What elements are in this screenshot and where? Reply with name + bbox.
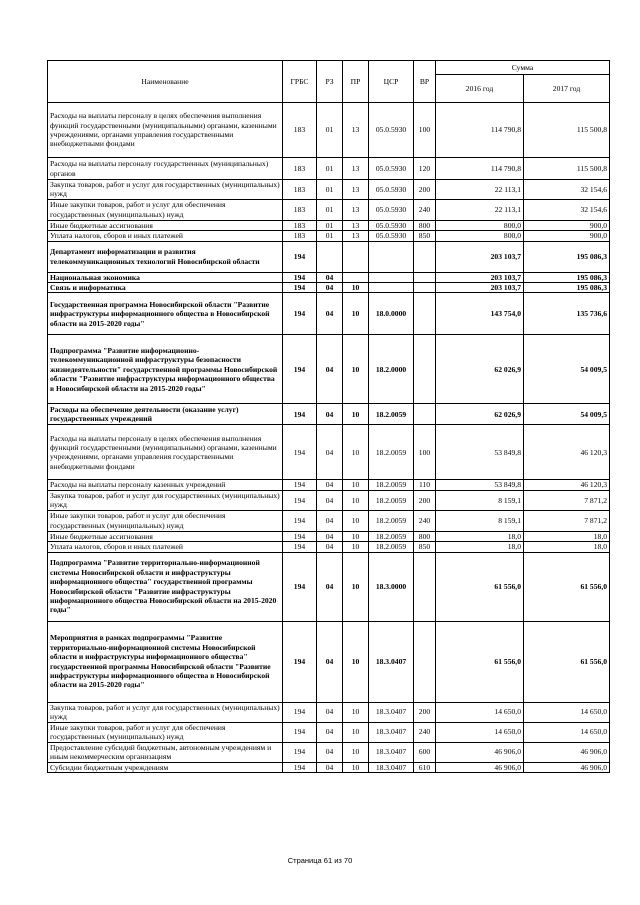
cell-vr: 850 (414, 542, 436, 552)
cell-sum-2017: 900,0 (524, 220, 610, 230)
cell-sum-2016: 62 026,9 (436, 404, 524, 425)
table-row (48, 103, 610, 158)
cell-rz: 04 (317, 335, 343, 404)
cell-name: Мероприятия в рамках подпрограммы "Развитие территориально-информационной системы Новосибирской области и инфраструктуры информационного общества" государственной программы Новосибирской области "Развитие инфраструктуры информационного общества в Новосибирской области на 2015-2020 годы" (48, 621, 283, 702)
cell-grbs: 183 (283, 199, 317, 220)
cell-vr (414, 335, 436, 404)
cell-rz: 01 (317, 231, 343, 241)
cell-name: Закупка товаров, работ и услуг для государственных (муниципальных) нужд (48, 180, 283, 200)
cell-grbs: 183 (283, 231, 317, 241)
cell-csr: 05.0.5930 (369, 103, 414, 158)
table-row (48, 335, 610, 404)
cell-grbs: 183 (283, 158, 317, 180)
cell-sum-2017: 46 120,3 (524, 480, 610, 490)
cell-csr (369, 241, 414, 272)
cell-vr: 200 (414, 490, 436, 510)
table-row (48, 272, 610, 282)
cell-csr: 18.2.0059 (369, 480, 414, 490)
cell-name: Департамент информатизации и развития телекоммуникационных технологий Новосибирской области (48, 241, 283, 272)
table-row (48, 158, 610, 180)
cell-name: Субсидии бюджетным учреждениям (48, 762, 283, 772)
cell-name: Уплата налогов, сборов и иных платежей (48, 542, 283, 552)
cell-sum-2017: 14 650,0 (524, 722, 610, 742)
cell-rz: 04 (317, 272, 343, 282)
cell-vr (414, 552, 436, 621)
cell-pr: 10 (343, 762, 369, 772)
cell-grbs: 194 (283, 702, 317, 722)
cell-name: Закупка товаров, работ и услуг для государственных (муниципальных) нужд (48, 702, 283, 722)
cell-vr (414, 272, 436, 282)
cell-grbs: 194 (283, 722, 317, 742)
cell-pr: 10 (343, 490, 369, 510)
cell-grbs: 194 (283, 552, 317, 621)
cell-grbs: 194 (283, 762, 317, 772)
table-row (48, 762, 610, 772)
cell-name: Расходы на выплаты персоналу казенных учреждений (48, 480, 283, 490)
cell-rz: 01 (317, 199, 343, 220)
cell-grbs: 194 (283, 531, 317, 541)
cell-sum-2017: 900,0 (524, 231, 610, 241)
cell-vr (414, 283, 436, 293)
table-row (48, 490, 610, 510)
table-row (48, 241, 610, 272)
cell-sum-2017: 46 906,0 (524, 762, 610, 772)
cell-csr: 18.3.0407 (369, 762, 414, 772)
table-row (48, 621, 610, 702)
cell-sum-2016: 53 849,8 (436, 480, 524, 490)
cell-grbs: 183 (283, 220, 317, 230)
cell-pr: 10 (343, 722, 369, 742)
cell-vr (414, 621, 436, 702)
cell-sum-2016: 14 650,0 (436, 702, 524, 722)
cell-vr (414, 404, 436, 425)
cell-pr (343, 272, 369, 282)
cell-name: Государственная программа Новосибирской области "Развитие инфраструктуры информационного общества в Новосибирской области на 2015-2020 годы" (48, 293, 283, 335)
cell-name: Предоставление субсидий бюджетным, автономным учреждениям и иным некоммерческим организациям (48, 742, 283, 762)
cell-pr: 10 (343, 425, 369, 480)
cell-rz: 04 (317, 762, 343, 772)
table-row (48, 220, 610, 230)
cell-csr: 18.0.0000 (369, 293, 414, 335)
cell-csr: 18.2.0059 (369, 490, 414, 510)
cell-sum-2016: 22 113,1 (436, 199, 524, 220)
cell-grbs: 194 (283, 293, 317, 335)
cell-pr (343, 241, 369, 272)
cell-sum-2017: 18,0 (524, 542, 610, 552)
cell-pr: 10 (343, 621, 369, 702)
cell-sum-2017: 61 556,0 (524, 552, 610, 621)
cell-grbs: 194 (283, 542, 317, 552)
col-header-rz: РЗ (317, 61, 343, 103)
cell-csr: 18.3.0000 (369, 552, 414, 621)
cell-sum-2016: 203 103,7 (436, 272, 524, 282)
cell-csr: 05.0.5930 (369, 220, 414, 230)
cell-csr: 05.0.5930 (369, 158, 414, 180)
cell-pr: 13 (343, 231, 369, 241)
cell-name: Иные бюджетные ассигнования (48, 220, 283, 230)
cell-sum-2016: 53 849,8 (436, 425, 524, 480)
cell-sum-2016: 114 790,8 (436, 158, 524, 180)
cell-csr: 05.0.5930 (369, 231, 414, 241)
cell-sum-2016: 22 113,1 (436, 180, 524, 200)
cell-csr: 18.3.0407 (369, 742, 414, 762)
cell-sum-2016: 114 790,8 (436, 103, 524, 158)
cell-vr: 200 (414, 702, 436, 722)
cell-sum-2016: 8 159,1 (436, 510, 524, 531)
cell-vr: 850 (414, 231, 436, 241)
cell-sum-2017: 54 009,5 (524, 404, 610, 425)
col-header-sum: Сумма (436, 61, 610, 75)
cell-name: Иные закупки товаров, работ и услуг для обеспечения государственных (муниципальных) нужд (48, 722, 283, 742)
cell-grbs: 194 (283, 283, 317, 293)
cell-rz: 04 (317, 404, 343, 425)
cell-sum-2017: 61 556,0 (524, 621, 610, 702)
col-header-csr: ЦСР (369, 61, 414, 103)
budget-table-sheet (47, 60, 609, 773)
table-row (48, 742, 610, 762)
cell-rz: 01 (317, 180, 343, 200)
cell-name: Расходы на обеспечение деятельности (оказание услуг) государственных учреждений (48, 404, 283, 425)
cell-vr: 240 (414, 199, 436, 220)
cell-rz: 04 (317, 490, 343, 510)
cell-grbs: 194 (283, 272, 317, 282)
cell-sum-2016: 143 754,0 (436, 293, 524, 335)
cell-pr: 10 (343, 283, 369, 293)
table-row (48, 552, 610, 621)
cell-csr: 18.3.0407 (369, 621, 414, 702)
cell-name: Связь и информатика (48, 283, 283, 293)
cell-name: Расходы на выплаты персоналу в целях обеспечения выполнения функций государственными (муниципальными) органами, казенными учреждениями, органами управления государственными внебюджетными фондами (48, 425, 283, 480)
cell-vr: 240 (414, 510, 436, 531)
cell-sum-2017: 54 009,5 (524, 335, 610, 404)
cell-rz: 01 (317, 158, 343, 180)
cell-pr: 13 (343, 220, 369, 230)
cell-grbs: 194 (283, 425, 317, 480)
cell-vr (414, 241, 436, 272)
cell-sum-2017: 46 906,0 (524, 742, 610, 762)
cell-name: Иные закупки товаров, работ и услуг для обеспечения государственных (муниципальных) нужд (48, 199, 283, 220)
table-row (48, 199, 610, 220)
cell-pr: 10 (343, 335, 369, 404)
cell-rz: 04 (317, 531, 343, 541)
cell-name: Уплата налогов, сборов и иных платежей (48, 231, 283, 241)
cell-pr: 10 (343, 293, 369, 335)
cell-sum-2016: 800,0 (436, 231, 524, 241)
cell-sum-2017: 135 736,6 (524, 293, 610, 335)
cell-pr: 10 (343, 510, 369, 531)
cell-name: Подпрограмма "Развитие территориально-информационной системы Новосибирской области и инфраструктуры информационного общества" государственной программы Новосибирской области "Развитие инфраструктуры информационного общества Новосибирской области на 2015-2020 годы" (48, 552, 283, 621)
cell-csr: 18.2.0000 (369, 335, 414, 404)
cell-vr: 100 (414, 425, 436, 480)
cell-csr: 18.3.0407 (369, 722, 414, 742)
cell-vr: 100 (414, 103, 436, 158)
cell-rz: 04 (317, 552, 343, 621)
table-row (48, 231, 610, 241)
cell-rz: 04 (317, 425, 343, 480)
cell-csr: 18.2.0059 (369, 404, 414, 425)
cell-rz: 04 (317, 621, 343, 702)
cell-pr: 10 (343, 552, 369, 621)
table-row (48, 283, 610, 293)
cell-csr: 05.0.5930 (369, 199, 414, 220)
cell-grbs: 194 (283, 742, 317, 762)
cell-grbs: 194 (283, 335, 317, 404)
cell-pr: 10 (343, 404, 369, 425)
cell-sum-2016: 61 556,0 (436, 552, 524, 621)
cell-vr (414, 293, 436, 335)
cell-rz: 04 (317, 510, 343, 531)
cell-grbs: 194 (283, 510, 317, 531)
table-row (48, 404, 610, 425)
cell-rz: 04 (317, 542, 343, 552)
cell-grbs: 194 (283, 241, 317, 272)
cell-sum-2016: 18,0 (436, 542, 524, 552)
cell-rz (317, 241, 343, 272)
col-header-2016: 2016 год (436, 75, 524, 103)
cell-rz: 04 (317, 480, 343, 490)
cell-rz: 01 (317, 220, 343, 230)
cell-vr: 600 (414, 742, 436, 762)
cell-sum-2017: 7 871,2 (524, 490, 610, 510)
cell-csr: 18.2.0059 (369, 425, 414, 480)
cell-vr: 110 (414, 480, 436, 490)
cell-sum-2017: 195 086,3 (524, 241, 610, 272)
cell-name: Национальная экономика (48, 272, 283, 282)
cell-sum-2016: 8 159,1 (436, 490, 524, 510)
cell-rz: 04 (317, 722, 343, 742)
cell-sum-2016: 14 650,0 (436, 722, 524, 742)
cell-sum-2017: 195 086,3 (524, 283, 610, 293)
cell-csr (369, 283, 414, 293)
cell-vr: 120 (414, 158, 436, 180)
cell-csr: 05.0.5930 (369, 180, 414, 200)
cell-vr: 610 (414, 762, 436, 772)
cell-sum-2017: 14 650,0 (524, 702, 610, 722)
cell-vr: 200 (414, 180, 436, 200)
cell-vr: 800 (414, 531, 436, 541)
cell-vr: 800 (414, 220, 436, 230)
cell-sum-2016: 18,0 (436, 531, 524, 541)
cell-grbs: 194 (283, 480, 317, 490)
budget-table (47, 60, 610, 773)
cell-csr: 18.2.0059 (369, 542, 414, 552)
cell-sum-2017: 32 154,6 (524, 199, 610, 220)
col-header-name: Наименование (48, 61, 283, 103)
cell-sum-2016: 46 906,0 (436, 762, 524, 772)
cell-pr: 10 (343, 542, 369, 552)
table-row (48, 293, 610, 335)
cell-grbs: 194 (283, 490, 317, 510)
cell-pr: 13 (343, 199, 369, 220)
table-row (48, 480, 610, 490)
table-row (48, 531, 610, 541)
col-header-vr: ВР (414, 61, 436, 103)
cell-vr: 240 (414, 722, 436, 742)
cell-rz: 04 (317, 293, 343, 335)
cell-sum-2017: 115 500,8 (524, 103, 610, 158)
table-row (48, 510, 610, 531)
cell-name: Расходы на выплаты персоналу государственных (муниципальных) органов (48, 158, 283, 180)
table-row (48, 542, 610, 552)
cell-csr (369, 272, 414, 282)
cell-sum-2016: 61 556,0 (436, 621, 524, 702)
table-body (48, 103, 610, 773)
page-footer: Страница 61 из 70 (287, 856, 353, 865)
cell-sum-2017: 7 871,2 (524, 510, 610, 531)
cell-pr: 10 (343, 702, 369, 722)
cell-sum-2017: 18,0 (524, 531, 610, 541)
cell-name: Подпрограмма "Развитие информационно-телекоммуникационной инфраструктуры безопасности жизнедеятельности" государственной программы Новосибирской области "Развитие инфраструктуры информационного общества в Новосибирской области на 2015-2020 годы" (48, 335, 283, 404)
table-row (48, 180, 610, 200)
cell-name: Иные бюджетные ассигнования (48, 531, 283, 541)
cell-sum-2016: 203 103,7 (436, 241, 524, 272)
cell-rz: 04 (317, 283, 343, 293)
cell-pr: 13 (343, 158, 369, 180)
cell-csr: 18.2.0059 (369, 531, 414, 541)
cell-sum-2017: 115 500,8 (524, 158, 610, 180)
table-row (48, 722, 610, 742)
cell-csr: 18.3.0407 (369, 702, 414, 722)
cell-pr: 13 (343, 103, 369, 158)
cell-grbs: 183 (283, 103, 317, 158)
cell-grbs: 183 (283, 180, 317, 200)
cell-sum-2017: 195 086,3 (524, 272, 610, 282)
cell-name: Иные закупки товаров, работ и услуг для обеспечения государственных (муниципальных) нужд (48, 510, 283, 531)
cell-sum-2016: 800,0 (436, 220, 524, 230)
col-header-2017: 2017 год (524, 75, 610, 103)
col-header-pr: ПР (343, 61, 369, 103)
cell-name: Закупка товаров, работ и услуг для государственных (муниципальных) нужд (48, 490, 283, 510)
cell-sum-2017: 46 120,3 (524, 425, 610, 480)
cell-pr: 10 (343, 480, 369, 490)
cell-pr: 10 (343, 742, 369, 762)
cell-sum-2016: 62 026,9 (436, 335, 524, 404)
table-row (48, 702, 610, 722)
cell-rz: 04 (317, 702, 343, 722)
cell-grbs: 194 (283, 621, 317, 702)
cell-grbs: 194 (283, 404, 317, 425)
cell-sum-2016: 46 906,0 (436, 742, 524, 762)
cell-sum-2017: 32 154,6 (524, 180, 610, 200)
col-header-grbs: ГРБС (283, 61, 317, 103)
cell-pr: 13 (343, 180, 369, 200)
cell-name: Расходы на выплаты персоналу в целях обеспечения выполнения функций государственными (муниципальными) органами, казенными учреждениями, органами управления государственными внебюджетными фондами (48, 103, 283, 158)
cell-rz: 04 (317, 742, 343, 762)
table-row (48, 425, 610, 480)
cell-sum-2016: 203 103,7 (436, 283, 524, 293)
cell-csr: 18.2.0059 (369, 510, 414, 531)
cell-rz: 01 (317, 103, 343, 158)
cell-pr: 10 (343, 531, 369, 541)
